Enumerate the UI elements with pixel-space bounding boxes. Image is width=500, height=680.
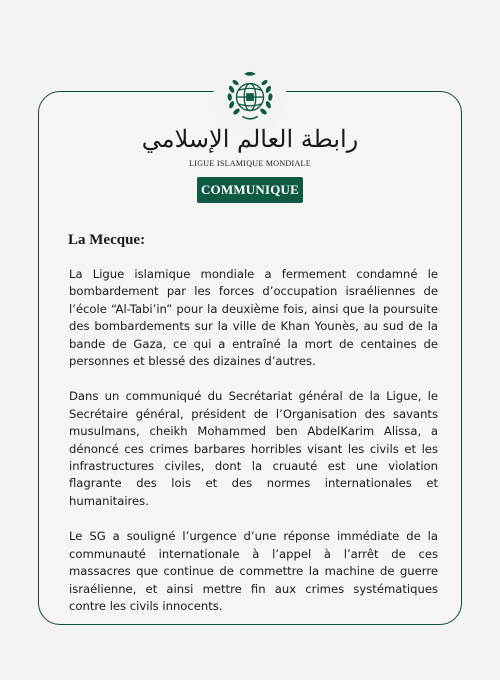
dateline-place: La Mecque:	[68, 232, 146, 248]
paragraph-2: Dans un communiqué du Secrétariat général de la Ligue, le Secrétaire général, président de l’Organisation des savants musulmans, cheikh Mohammed ben AbdelKarim Alissa, a dénoncé ces crimes barbares horribles visant les civils et les infrastructures civiles, dont la cruauté est une violation flagrante des lois et des normes internationales et humanitaires.	[69, 389, 438, 508]
article-body	[69, 266, 438, 633]
organization-name-arabic: رابطة العالم الإسلامي	[141, 125, 359, 153]
communique-badge: COMMUNIQUE	[197, 177, 303, 203]
paragraph-3: Le SG a souligné l’urgence d’une réponse immédiate de la communauté internationale à l’appel à l’arrêt de ces massacres que continue de commettre la machine de guerre israélienne, et ainsi mettre fin aux crimes systématiques contre les civils innocents.	[69, 529, 438, 613]
globe-wreath-emblem-icon	[221, 70, 279, 128]
paragraph-1: La Ligue islamique mondiale a fermement condamné le bombardement par les forces d’occupation israéliennes de l’école “Al-Tabi’in” pour la deuxième fois, ainsi que la poursuite des bombardements sur la ville de Khan Younès, au sud de la bande de Gaza, ce qui a entraîné la mort de centaines de personnes et blessé des dizaines d’autres.	[69, 267, 438, 369]
organization-name-latin: LIGUE ISLAMIQUE MONDIALE	[189, 159, 311, 168]
